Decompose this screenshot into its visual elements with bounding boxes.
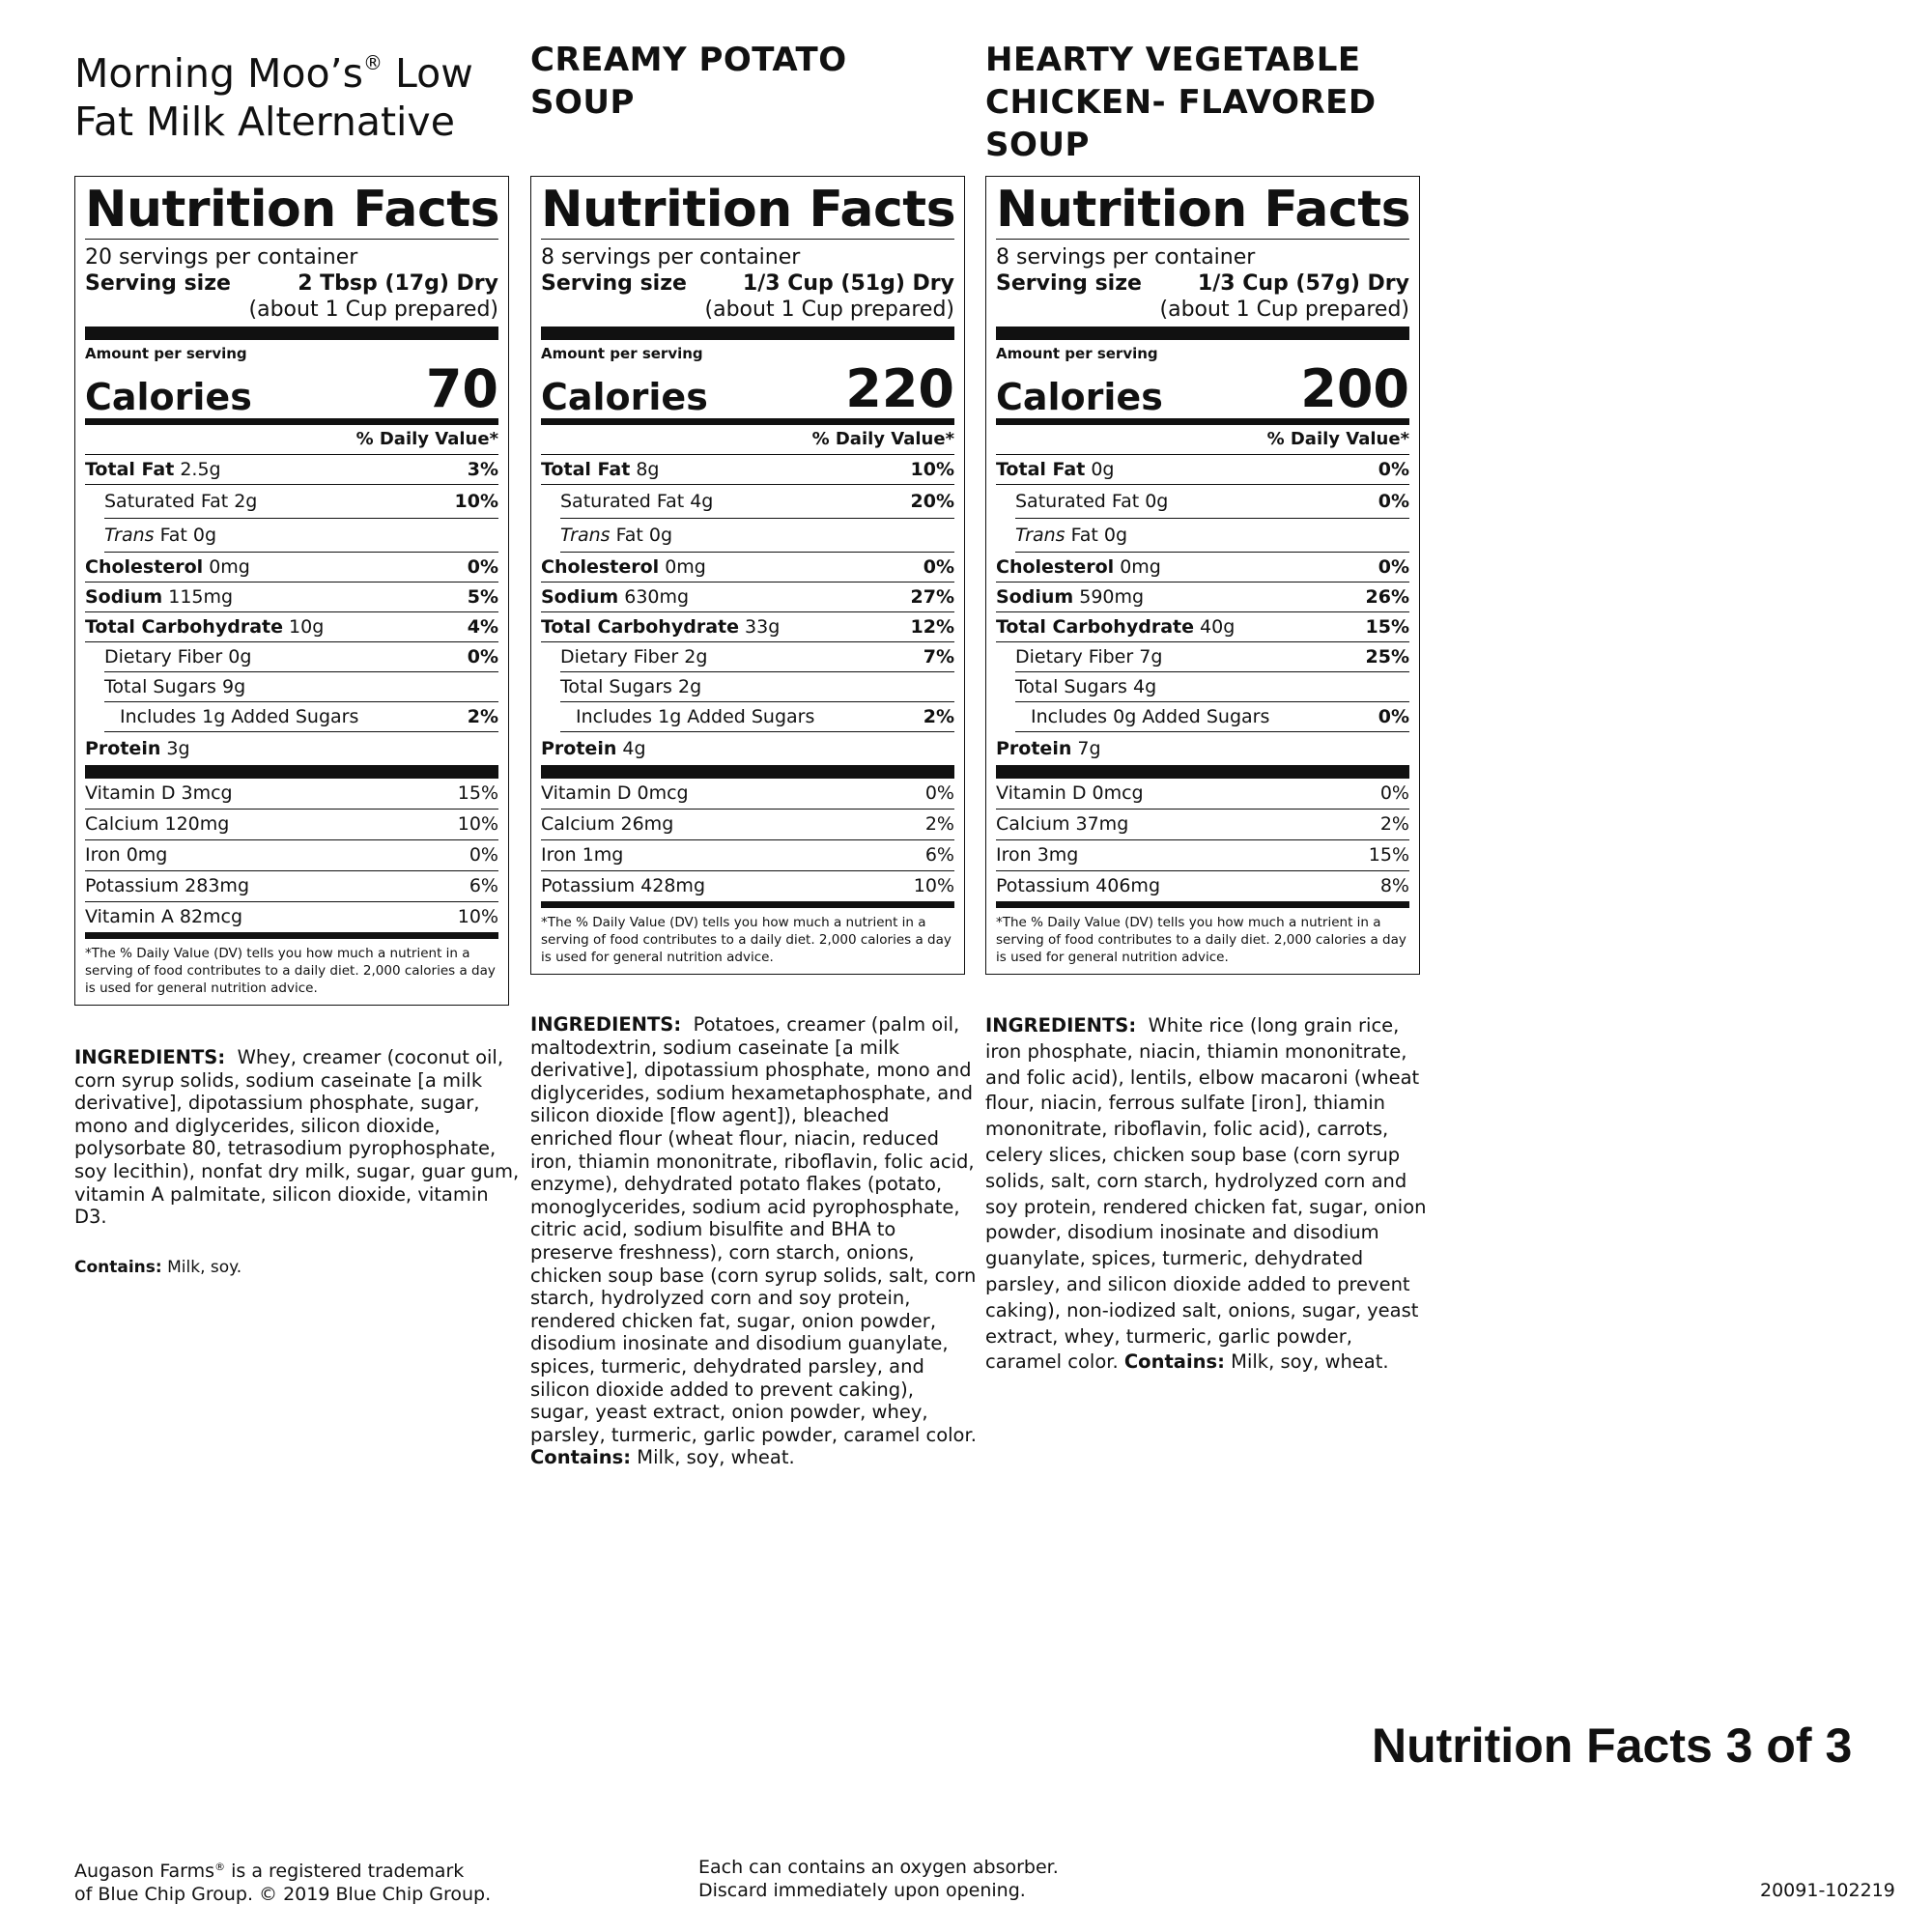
trans-fat-row: Trans Fat 0g (560, 519, 954, 553)
product-title: Morning Moo’s® Low Fat Milk Alternative (74, 50, 473, 145)
vitamin-row: Potassium 406mg 8% (996, 871, 1409, 908)
product-code: 20091-102219 (1760, 1880, 1895, 1901)
vitamin-row: Iron 0mg 0% (85, 840, 498, 871)
cholesterol-row: Cholesterol 0mg 0% (996, 553, 1409, 582)
total-fat-row: Total Fat 2.5g 3% (85, 455, 498, 485)
added-sugars-row: Includes 1g Added Sugars 2% (560, 702, 954, 732)
nutrition-facts-panel (74, 176, 509, 1006)
dietary-fiber-row: Dietary Fiber 2g 7% (560, 642, 954, 672)
serving-size: Serving size 1/3 Cup (51g) Dry (541, 271, 954, 296)
divider-thick (85, 327, 498, 340)
vitamin-row: Calcium 26mg 2% (541, 810, 954, 840)
amount-per-serving: Amount per serving (85, 345, 247, 362)
sodium-row: Sodium 115mg 5% (85, 582, 498, 612)
product-title: HEARTY VEGETABLE CHICKEN- FLAVORED SOUP (985, 41, 1377, 164)
protein-row: Protein 3g (85, 738, 190, 759)
nutrition-facts-panel (530, 176, 965, 975)
calories-value: 70 (425, 358, 498, 419)
total-sugars-row: Total Sugars 2g (560, 672, 954, 702)
daily-value-footnote: *The % Daily Value (DV) tells you how much a nutrient in a serving of food contributes to a daily diet. 2,000 calories a day is used for general nutrition advice. (996, 915, 1406, 965)
nutrition-facts-title: Nutrition Facts (996, 181, 1411, 239)
servings-per-container: 20 servings per container (85, 245, 358, 270)
allergen-contains: Contains: Milk, soy. (74, 1257, 242, 1277)
page-label: Nutrition Facts 3 of 3 (1372, 1719, 1853, 1773)
saturated-fat-row: Saturated Fat 0g 0% (1015, 485, 1409, 519)
divider-thick (996, 327, 1409, 340)
vitamin-row: Vitamin D 0mcg 0% (996, 779, 1409, 810)
protein-row: Protein 7g (996, 738, 1101, 759)
total-carbohydrate-row: Total Carbohydrate 33g 12% (541, 612, 954, 642)
sodium-row: Sodium 590mg 26% (996, 582, 1409, 612)
daily-value-footnote: *The % Daily Value (DV) tells you how much a nutrient in a serving of food contributes to a daily diet. 2,000 calories a day is used for general nutrition advice. (541, 915, 952, 965)
total-carbohydrate-row: Total Carbohydrate 10g 4% (85, 612, 498, 642)
calories-row: Calories 220 (541, 362, 954, 425)
added-sugars-row: Includes 1g Added Sugars 2% (104, 702, 498, 732)
vitamin-row: Vitamin A 82mcg 10% (85, 902, 498, 939)
dietary-fiber-row: Dietary Fiber 7g 25% (1015, 642, 1409, 672)
divider-thick (85, 765, 498, 779)
vitamin-row: Iron 3mg 15% (996, 840, 1409, 871)
product-column-vegetable-soup (985, 39, 1430, 1376)
vitamin-row: Iron 1mg 6% (541, 840, 954, 871)
dietary-fiber-row: Dietary Fiber 0g 0% (104, 642, 498, 672)
calories-row: Calories 200 (996, 362, 1409, 425)
amount-per-serving: Amount per serving (996, 345, 1158, 362)
sodium-row: Sodium 630mg 27% (541, 582, 954, 612)
serving-prepared: (about 1 Cup prepared) (248, 298, 498, 322)
total-sugars-row: Total Sugars 9g (104, 672, 498, 702)
divider-thick (541, 765, 954, 779)
total-fat-row: Total Fat 0g 0% (996, 455, 1409, 485)
daily-value-header: % Daily Value* (996, 425, 1409, 455)
serving-size: Serving size 2 Tbsp (17g) Dry (85, 271, 498, 296)
servings-per-container: 8 servings per container (541, 245, 801, 270)
trans-fat-row: Trans Fat 0g (1015, 519, 1409, 553)
vitamin-row: Potassium 428mg 10% (541, 871, 954, 908)
vitamin-row: Vitamin D 3mcg 15% (85, 779, 498, 810)
divider-thick (996, 765, 1409, 779)
serving-prepared: (about 1 Cup prepared) (704, 298, 954, 322)
oxygen-absorber-notice: Each can contains an oxygen absorber. Discard immediately upon opening. (698, 1857, 1059, 1901)
nutrition-facts-panel (985, 176, 1420, 975)
trans-fat-row: Trans Fat 0g (104, 519, 498, 553)
vitamin-row: Potassium 283mg 6% (85, 871, 498, 902)
protein-row: Protein 4g (541, 738, 646, 759)
daily-value-header: % Daily Value* (85, 425, 498, 455)
ingredients-text: INGREDIENTS: Whey, creamer (coconut oil, corn syrup solids, sodium caseinate [a milk derivative], dipotassium phosphate, sugar, mono and diglycerides, silicon dioxide, polysorbate 80, tetrasodium pyrophosphate, soy lecithin), nonfat dry milk, sugar, guar gum, vitamin A palmitate, silicon dioxide, vitamin D3. (74, 1046, 520, 1229)
cholesterol-row: Cholesterol 0mg 0% (85, 553, 498, 582)
product-column-potato-soup (530, 39, 975, 1469)
added-sugars-row: Includes 0g Added Sugars 0% (1015, 702, 1409, 732)
cholesterol-row: Cholesterol 0mg 0% (541, 553, 954, 582)
nutrition-facts-title: Nutrition Facts (85, 181, 500, 239)
vitamin-row: Vitamin D 0mcg 0% (541, 779, 954, 810)
amount-per-serving: Amount per serving (541, 345, 703, 362)
ingredients-text: INGREDIENTS: White rice (long grain rice, iron phosphate, niacin, thiamin mononitrate, and folic acid), lentils, elbow macaroni (wheat flour, niacin, ferrous sulfate [iron], thiamin mononitrate, riboflavin, folic acid), carrots, celery slices, chicken soup base (corn syrup solids, salt, corn starch, hydrolyzed corn and soy protein, rendered chicken fat, sugar, onion powder, disodium inosinate and disodium guanylate, spices, turmeric, dehydrated parsley, and silicon dioxide added to prevent caking), non-iodized salt, onions, sugar, yeast extract, whey, turmeric, garlic powder, caramel color. Contains: Milk, soy, wheat. (985, 1014, 1427, 1374)
vitamin-row: Calcium 37mg 2% (996, 810, 1409, 840)
serving-prepared: (about 1 Cup prepared) (1159, 298, 1409, 322)
calories-row: Calories 70 (85, 362, 498, 425)
divider-thick (541, 327, 954, 340)
servings-per-container: 8 servings per container (996, 245, 1256, 270)
daily-value-header: % Daily Value* (541, 425, 954, 455)
total-sugars-row: Total Sugars 4g (1015, 672, 1409, 702)
calories-value: 200 (1300, 358, 1409, 419)
trademark-notice: Augason Farms® is a registered trademark of Blue Chip Group. © 2019 Blue Chip Group. (74, 1861, 492, 1905)
saturated-fat-row: Saturated Fat 4g 20% (560, 485, 954, 519)
vitamin-row: Calcium 120mg 10% (85, 810, 498, 840)
ingredients-text: INGREDIENTS: Potatoes, creamer (palm oil, maltodextrin, sodium caseinate [a milk derivative], dipotassium phosphate, mono and diglycerides, sodium hexametaphosphate, and silicon dioxide [flow agent]), bleached enriched flour (wheat flour, niacin, reduced iron, thiamin mononitrate, riboflavin, folic acid, enzyme), dehydrated potato flakes (potato, monoglycerides, sodium acid pyrophosphate, citric acid, sodium bisulfite and BHA to preserve freshness), corn starch, onions, chicken soup base (corn syrup solids, salt, corn starch, hydrolyzed corn and soy protein, rendered chicken fat, sugar, onion powder, disodium inosinate and disodium guanylate, spices, turmeric, dehydrated parsley, and silicon dioxide added to prevent caking), sugar, yeast extract, onion powder, whey, parsley, turmeric, garlic powder, caramel color. Contains: Milk, soy, wheat. (530, 1013, 977, 1469)
nutrition-facts-title: Nutrition Facts (541, 181, 956, 239)
product-column-milk (74, 39, 519, 1277)
daily-value-footnote: *The % Daily Value (DV) tells you how much a nutrient in a serving of food contributes to a daily diet. 2,000 calories a day is used for general nutrition advice. (85, 946, 496, 996)
total-fat-row: Total Fat 8g 10% (541, 455, 954, 485)
serving-size: Serving size 1/3 Cup (57g) Dry (996, 271, 1409, 296)
total-carbohydrate-row: Total Carbohydrate 40g 15% (996, 612, 1409, 642)
saturated-fat-row: Saturated Fat 2g 10% (104, 485, 498, 519)
calories-value: 220 (845, 358, 954, 419)
product-title: CREAMY POTATO SOUP (530, 41, 847, 122)
